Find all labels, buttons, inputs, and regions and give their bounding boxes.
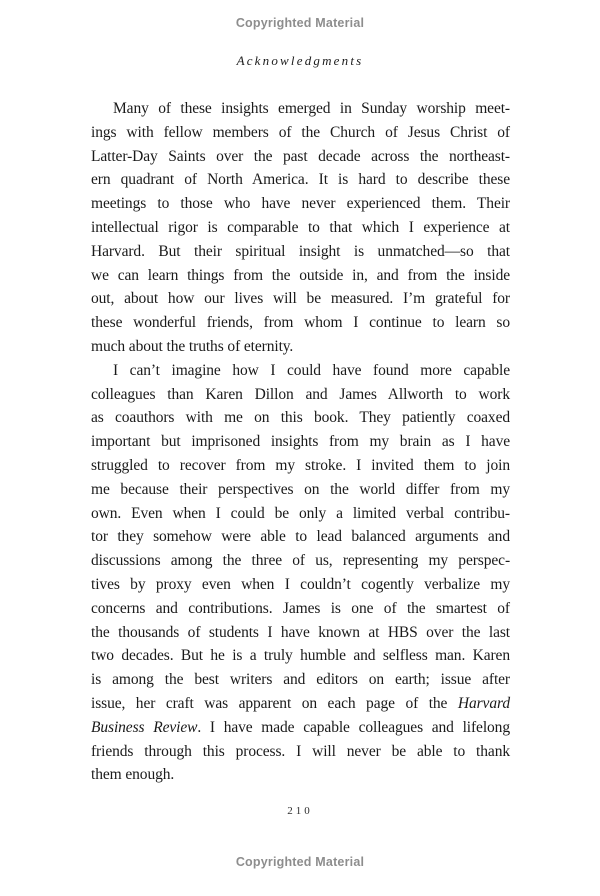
text-line: discussions among the three of us, representing my perspec- xyxy=(91,552,510,570)
text-line: Many of these insights emerged in Sunday worship meet- xyxy=(113,100,510,117)
text-line: out, about how our lives will be measured. I’m grateful for xyxy=(91,290,510,308)
chapter-title: Acknowledgments xyxy=(236,53,364,68)
text-line: friends through this process. I will never be able to thank xyxy=(91,742,510,760)
page-number: 210 xyxy=(287,805,313,817)
body-text xyxy=(91,97,510,787)
text-line: the thousands of students I have known at HBS over the last xyxy=(91,623,510,641)
text-line: Business Review. I have made capable colleagues and lifelong xyxy=(91,718,510,736)
copyright-notice-top: Copyrighted Material xyxy=(235,16,365,30)
italic-text: Harvard xyxy=(457,694,510,712)
text-line: important but imprisoned insights from my brain as I have xyxy=(91,433,510,451)
text-line: tives by proxy even when I couldn’t cogently verbalize my xyxy=(91,575,510,593)
text-line: concerns and contributions. James is one of the smartest of xyxy=(91,599,510,617)
paragraph xyxy=(91,97,510,359)
text-line: is among the best writers and editors on earth; issue after xyxy=(91,671,510,689)
text-line: two decades. But he is a truly humble and selfless man. Karen xyxy=(91,647,510,665)
text-line: tor they somehow were able to lead balanced arguments and xyxy=(91,528,510,546)
text-line: own. Even when I could be only a limited verbal contribu- xyxy=(91,504,510,522)
text-line: we can learn things from the outside in, and from the inside xyxy=(91,266,510,284)
text-line: much about the truths of eternity. xyxy=(91,337,294,355)
text-line: Latter-Day Saints over the past decade across the northeast- xyxy=(91,147,510,165)
text-line: these wonderful friends, from whom I continue to learn so xyxy=(91,314,510,332)
copyright-notice-bottom: Copyrighted Material xyxy=(235,855,365,869)
text-line: struggled to recover from my stroke. I invited them to join xyxy=(91,456,510,474)
text-line: I can’t imagine how I could have found more capable xyxy=(113,361,510,379)
text-line: me because their perspectives on the world differ from my xyxy=(91,480,510,498)
text-line: Harvard. But their spiritual insight is unmatched—so that xyxy=(91,242,510,260)
text-line: as coauthors with me on this book. They patiently coaxed xyxy=(91,409,510,427)
text-line: ern quadrant of North America. It is hard to describe these xyxy=(91,171,510,189)
text-line: colleagues than Karen Dillon and James Allworth to work xyxy=(91,385,510,403)
text-line: intellectual rigor is comparable to that which I experience at xyxy=(91,218,510,236)
italic-text: Business Review xyxy=(91,718,198,736)
paragraph xyxy=(91,359,510,787)
text-line: them enough. xyxy=(91,766,175,784)
text-line: meetings to those who have never experienced them. Their xyxy=(91,195,510,213)
text-line: issue, her craft was apparent on each page of the Harvard xyxy=(91,694,510,712)
text-line: ings with fellow members of the Church of Jesus Christ of xyxy=(91,123,510,141)
